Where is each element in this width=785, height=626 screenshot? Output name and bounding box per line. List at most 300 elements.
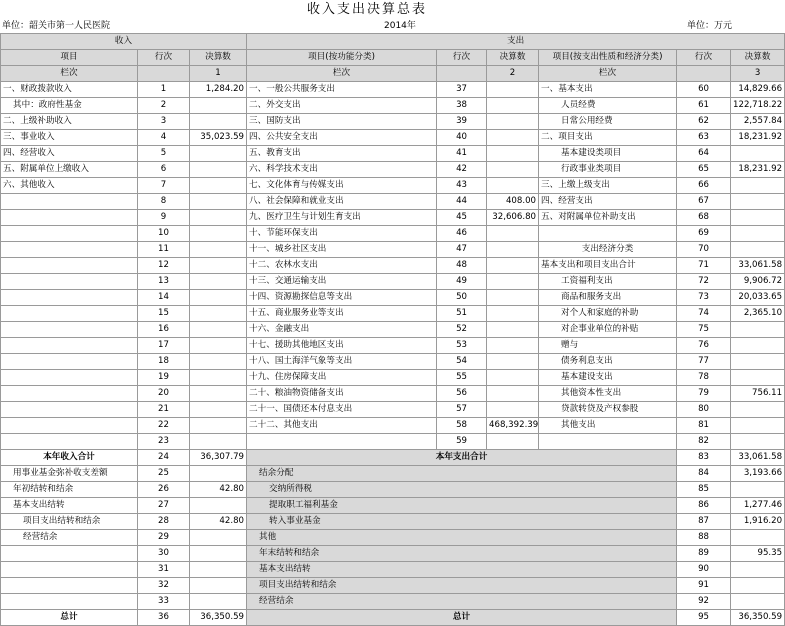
- table-cell: [731, 562, 785, 578]
- table-row: [1, 418, 785, 434]
- table-cell: 57: [437, 402, 487, 418]
- table-cell: 年末结转和结余: [247, 546, 677, 562]
- year-label: 2014年: [384, 21, 416, 31]
- table-cell: [731, 338, 785, 354]
- table-cell: 756.11: [731, 386, 785, 402]
- table-cell: [190, 322, 247, 338]
- table-cell: [487, 146, 539, 162]
- table-row: [1, 370, 785, 386]
- table-row: [1, 194, 785, 210]
- table-cell: [731, 578, 785, 594]
- table-cell: [1, 306, 138, 322]
- table-cell: [190, 162, 247, 178]
- table-cell: 赠与: [539, 338, 677, 354]
- table-cell: 3,193.66: [731, 466, 785, 482]
- header-row-2: [1, 50, 785, 66]
- table-cell: 六、其他收入: [1, 178, 138, 194]
- table-cell: [487, 434, 539, 450]
- table-cell: 20,033.65: [731, 290, 785, 306]
- table-cell: 68: [677, 210, 731, 226]
- unit-label: 单位：韶关市第一人民医院: [2, 21, 111, 31]
- table-cell: 92: [677, 594, 731, 610]
- table-cell: 10: [138, 226, 190, 242]
- page-title: 收入支出决算总表: [306, 2, 427, 17]
- table-cell: 16: [138, 322, 190, 338]
- table-cell: [539, 434, 677, 450]
- table-cell: 59: [437, 434, 487, 450]
- row-no-header: 行次: [677, 50, 731, 66]
- table-cell: 42.80: [190, 482, 247, 498]
- table-cell: 76: [677, 338, 731, 354]
- table-cell: 1,284.20: [190, 82, 247, 98]
- table-cell: [487, 354, 539, 370]
- table-cell: 36: [138, 610, 190, 626]
- table-cell: 五、附属单位上缴收入: [1, 162, 138, 178]
- table-cell: 64: [677, 146, 731, 162]
- row-no-header: 行次: [138, 50, 190, 66]
- table-cell: 五、教育支出: [247, 146, 437, 162]
- table-row: [1, 210, 785, 226]
- table-cell: [1, 402, 138, 418]
- table-cell: 一、一般公共服务支出: [247, 82, 437, 98]
- col-number: 3: [731, 66, 785, 82]
- table-cell: 47: [437, 242, 487, 258]
- table-cell: [731, 210, 785, 226]
- table-cell: [487, 226, 539, 242]
- table-cell: 87: [677, 514, 731, 530]
- table-cell: [731, 242, 785, 258]
- table-cell: 90: [677, 562, 731, 578]
- table-cell: 二十、粮油物资储备支出: [247, 386, 437, 402]
- table-cell: [1, 546, 138, 562]
- header-row-1: [1, 34, 785, 50]
- table-cell: 11: [138, 242, 190, 258]
- table-cell: 72: [677, 274, 731, 290]
- table-cell: [1, 338, 138, 354]
- table-cell: 行政事业类项目: [539, 162, 677, 178]
- table-row: [1, 578, 785, 594]
- table-row: [1, 482, 785, 498]
- table-cell: 71: [677, 258, 731, 274]
- table-cell: [190, 290, 247, 306]
- table-cell: 77: [677, 354, 731, 370]
- table-cell: 17: [138, 338, 190, 354]
- table-cell: 41: [437, 146, 487, 162]
- table-cell: [1, 418, 138, 434]
- table-cell: 21: [138, 402, 190, 418]
- table-row: [1, 386, 785, 402]
- table-cell: 五、对附属单位补助支出: [539, 210, 677, 226]
- table-cell: [190, 466, 247, 482]
- table-cell: 四、经营收入: [1, 146, 138, 162]
- income-header: 收入: [1, 34, 247, 50]
- table-cell: 61: [677, 98, 731, 114]
- table-row: [1, 146, 785, 162]
- table-cell: 年初结转和结余: [1, 482, 138, 498]
- table-cell: 5: [138, 146, 190, 162]
- table-cell: [190, 114, 247, 130]
- table-cell: 十一、城乡社区支出: [247, 242, 437, 258]
- table-cell: [487, 370, 539, 386]
- table-cell: 1: [138, 82, 190, 98]
- table-cell: [1, 226, 138, 242]
- col-label-blank: [437, 66, 487, 82]
- table-cell: 468,392.39: [487, 418, 539, 434]
- table-cell: [190, 242, 247, 258]
- table-cell: 62: [677, 114, 731, 130]
- table-cell: [190, 226, 247, 242]
- table-cell: [190, 370, 247, 386]
- table-cell: [1, 242, 138, 258]
- table-cell: 63: [677, 130, 731, 146]
- table-cell: 88: [677, 530, 731, 546]
- table-cell: 十八、国土海洋气象等支出: [247, 354, 437, 370]
- table-cell: 9: [138, 210, 190, 226]
- table-cell: 二、上级补助收入: [1, 114, 138, 130]
- table-row: [1, 114, 785, 130]
- table-cell: 用事业基金弥补收支差额: [1, 466, 138, 482]
- table-cell: [190, 418, 247, 434]
- table-cell: [190, 98, 247, 114]
- table-cell: [731, 322, 785, 338]
- table-cell: 18,231.92: [731, 162, 785, 178]
- table-cell: [190, 386, 247, 402]
- table-row: [1, 610, 785, 626]
- col-number: 1: [190, 66, 247, 82]
- table-cell: [487, 322, 539, 338]
- table-row: [1, 82, 785, 98]
- table-cell: 83: [677, 450, 731, 466]
- table-cell: [731, 194, 785, 210]
- table-cell: [190, 210, 247, 226]
- table-cell: 73: [677, 290, 731, 306]
- table-cell: 7: [138, 178, 190, 194]
- table-cell: 48: [437, 258, 487, 274]
- table-cell: 债务利息支出: [539, 354, 677, 370]
- table-row: [1, 530, 785, 546]
- table-cell: 经营结余: [247, 594, 677, 610]
- table-row: [1, 98, 785, 114]
- table-row: [1, 306, 785, 322]
- table-cell: 49: [437, 274, 487, 290]
- header-row-3: [1, 66, 785, 82]
- table-cell: [487, 386, 539, 402]
- table-cell: 40: [437, 130, 487, 146]
- table-cell: 其中：政府性基金: [1, 98, 138, 114]
- table-row: [1, 562, 785, 578]
- table-cell: 74: [677, 306, 731, 322]
- table-cell: 36,307.79: [190, 450, 247, 466]
- table-cell: 408.00: [487, 194, 539, 210]
- table-row: [1, 498, 785, 514]
- table-cell: 转入事业基金: [247, 514, 677, 530]
- table-cell: 84: [677, 466, 731, 482]
- table-cell: [190, 338, 247, 354]
- table-cell: 91: [677, 578, 731, 594]
- table-cell: 本年收入合计: [1, 450, 138, 466]
- table-cell: 四、公共安全支出: [247, 130, 437, 146]
- table-cell: 33,061.58: [731, 258, 785, 274]
- table-cell: 十六、金融支出: [247, 322, 437, 338]
- table-cell: 24: [138, 450, 190, 466]
- table-cell: 89: [677, 546, 731, 562]
- table-cell: 十九、住房保障支出: [247, 370, 437, 386]
- table-cell: 42: [437, 162, 487, 178]
- table-cell: 六、科学技术支出: [247, 162, 437, 178]
- table-cell: [1, 322, 138, 338]
- table-row: [1, 242, 785, 258]
- table-cell: [731, 418, 785, 434]
- table-cell: [731, 482, 785, 498]
- table-row: [1, 402, 785, 418]
- table-cell: [190, 594, 247, 610]
- table-cell: 53: [437, 338, 487, 354]
- table-cell: 十三、交通运输支出: [247, 274, 437, 290]
- table-cell: 79: [677, 386, 731, 402]
- table-row: [1, 434, 785, 450]
- table-cell: 四、经营支出: [539, 194, 677, 210]
- table-cell: 14,829.66: [731, 82, 785, 98]
- table-cell: [1, 354, 138, 370]
- table-cell: 95.35: [731, 546, 785, 562]
- table-cell: [487, 178, 539, 194]
- table-cell: 贷款转贷及产权参股: [539, 402, 677, 418]
- table-cell: [1, 194, 138, 210]
- table-cell: 65: [677, 162, 731, 178]
- amount-header: 决算数: [731, 50, 785, 66]
- func-item-header: 项目(按功能分类): [247, 50, 437, 66]
- table-cell: [190, 194, 247, 210]
- table-cell: [1, 562, 138, 578]
- table-cell: 51: [437, 306, 487, 322]
- table-cell: 33: [138, 594, 190, 610]
- table-cell: 85: [677, 482, 731, 498]
- table-cell: 75: [677, 322, 731, 338]
- table-cell: 50: [437, 290, 487, 306]
- table-cell: 三、上缴上级支出: [539, 178, 677, 194]
- table-cell: 58: [437, 418, 487, 434]
- table-cell: [487, 82, 539, 98]
- table-cell: 31: [138, 562, 190, 578]
- table-cell: 二十一、国债还本付息支出: [247, 402, 437, 418]
- table-cell: [487, 338, 539, 354]
- table-cell: [731, 530, 785, 546]
- table-row: [1, 178, 785, 194]
- table-cell: 8: [138, 194, 190, 210]
- table-cell: 56: [437, 386, 487, 402]
- table-cell: [190, 178, 247, 194]
- table-cell: [190, 546, 247, 562]
- table-cell: 9,906.72: [731, 274, 785, 290]
- table-cell: 基本建设类项目: [539, 146, 677, 162]
- table-cell: 提取职工福利基金: [247, 498, 677, 514]
- table-cell: [190, 578, 247, 594]
- table-cell: [1, 386, 138, 402]
- table-cell: [731, 354, 785, 370]
- table-cell: 46: [437, 226, 487, 242]
- table-cell: [487, 114, 539, 130]
- table-row: [1, 466, 785, 482]
- table-cell: 86: [677, 498, 731, 514]
- table-cell: 结余分配: [247, 466, 677, 482]
- money-unit-label: 单位：万元: [686, 21, 732, 31]
- table-cell: 67: [677, 194, 731, 210]
- col-label-blank: [677, 66, 731, 82]
- table-row: [1, 130, 785, 146]
- table-row: [1, 322, 785, 338]
- table-cell: 20: [138, 386, 190, 402]
- table-cell: [190, 274, 247, 290]
- table-cell: 本年支出合计: [247, 450, 677, 466]
- table-cell: [1, 434, 138, 450]
- table-cell: [190, 258, 247, 274]
- table-cell: 15: [138, 306, 190, 322]
- table-cell: 45: [437, 210, 487, 226]
- table-cell: [1, 594, 138, 610]
- table-row: [1, 354, 785, 370]
- table-cell: 三、事业收入: [1, 130, 138, 146]
- table-cell: 27: [138, 498, 190, 514]
- table-cell: [731, 178, 785, 194]
- table-cell: 29: [138, 530, 190, 546]
- table-cell: [190, 146, 247, 162]
- col-label: 栏次: [539, 66, 677, 82]
- table-cell: 日常公用经费: [539, 114, 677, 130]
- table-cell: 基本支出结转: [247, 562, 677, 578]
- table-cell: 2: [138, 98, 190, 114]
- table-cell: 1,916.20: [731, 514, 785, 530]
- table-cell: 38: [437, 98, 487, 114]
- table-cell: 十四、资源勘探信息等支出: [247, 290, 437, 306]
- table-cell: 12: [138, 258, 190, 274]
- table-row: [1, 514, 785, 530]
- table-cell: 4: [138, 130, 190, 146]
- summary-table: [0, 33, 785, 626]
- table-cell: [190, 562, 247, 578]
- table-row: [1, 258, 785, 274]
- table-cell: 十七、援助其他地区支出: [247, 338, 437, 354]
- table-cell: [1, 370, 138, 386]
- table-cell: 基本支出和项目支出合计: [539, 258, 677, 274]
- table-cell: 19: [138, 370, 190, 386]
- table-cell: 18: [138, 354, 190, 370]
- table-cell: 工资福利支出: [539, 274, 677, 290]
- table-cell: 对企事业单位的补贴: [539, 322, 677, 338]
- table-cell: 支出经济分类: [539, 242, 677, 258]
- table-cell: 80: [677, 402, 731, 418]
- table-cell: 37: [437, 82, 487, 98]
- amount-header: 决算数: [190, 50, 247, 66]
- table-cell: [190, 434, 247, 450]
- table-cell: 18,231.92: [731, 130, 785, 146]
- table-cell: [487, 162, 539, 178]
- table-cell: 122,718.22: [731, 98, 785, 114]
- table-cell: 43: [437, 178, 487, 194]
- table-cell: 81: [677, 418, 731, 434]
- expense-header: 支出: [247, 34, 785, 50]
- header-line: [0, 19, 734, 33]
- table-row: [1, 450, 785, 466]
- table-cell: [190, 306, 247, 322]
- table-cell: 60: [677, 82, 731, 98]
- table-cell: 经营结余: [1, 530, 138, 546]
- table-cell: 基本支出结转: [1, 498, 138, 514]
- table-cell: [487, 242, 539, 258]
- table-cell: 52: [437, 322, 487, 338]
- table-row: [1, 290, 785, 306]
- table-cell: 其他: [247, 530, 677, 546]
- table-cell: [1, 210, 138, 226]
- table-cell: [731, 370, 785, 386]
- table-cell: [731, 226, 785, 242]
- table-row: [1, 546, 785, 562]
- table-cell: 1,277.46: [731, 498, 785, 514]
- table-cell: 22: [138, 418, 190, 434]
- table-cell: 2,365.10: [731, 306, 785, 322]
- table-cell: 55: [437, 370, 487, 386]
- table-cell: 2,557.84: [731, 114, 785, 130]
- table-cell: [487, 274, 539, 290]
- table-cell: [190, 530, 247, 546]
- table-cell: 人员经费: [539, 98, 677, 114]
- table-cell: 66: [677, 178, 731, 194]
- table-cell: 69: [677, 226, 731, 242]
- col-label-blank: [138, 66, 190, 82]
- table-cell: 95: [677, 610, 731, 626]
- table-cell: 36,350.59: [731, 610, 785, 626]
- table-cell: 36,350.59: [190, 610, 247, 626]
- table-cell: [731, 402, 785, 418]
- table-cell: 二、外交支出: [247, 98, 437, 114]
- col-label: 栏次: [1, 66, 138, 82]
- table-cell: 23: [138, 434, 190, 450]
- table-cell: 七、文化体育与传媒支出: [247, 178, 437, 194]
- table-cell: 28: [138, 514, 190, 530]
- table-cell: 35,023.59: [190, 130, 247, 146]
- table-cell: 八、社会保障和就业支出: [247, 194, 437, 210]
- table-cell: 十五、商业服务业等支出: [247, 306, 437, 322]
- table-cell: 一、财政拨款收入: [1, 82, 138, 98]
- table-cell: 二十二、其他支出: [247, 418, 437, 434]
- table-cell: [190, 498, 247, 514]
- table-cell: 其他支出: [539, 418, 677, 434]
- table-cell: [487, 130, 539, 146]
- table-cell: 九、医疗卫生与计划生育支出: [247, 210, 437, 226]
- table-cell: 3: [138, 114, 190, 130]
- table-cell: 26: [138, 482, 190, 498]
- table-cell: 42.80: [190, 514, 247, 530]
- table-cell: 30: [138, 546, 190, 562]
- table-cell: 总计: [247, 610, 677, 626]
- table-cell: 一、基本支出: [539, 82, 677, 98]
- table-cell: 十、节能环保支出: [247, 226, 437, 242]
- table-cell: [487, 98, 539, 114]
- table-cell: [1, 290, 138, 306]
- table-cell: 33,061.58: [731, 450, 785, 466]
- table-cell: 交纳所得税: [247, 482, 677, 498]
- table-row: [1, 162, 785, 178]
- table-row: [1, 226, 785, 242]
- table-cell: [247, 434, 437, 450]
- table-cell: [539, 226, 677, 242]
- table-cell: 44: [437, 194, 487, 210]
- table-cell: 项目支出结转和结余: [247, 578, 677, 594]
- table-cell: 14: [138, 290, 190, 306]
- table-cell: 78: [677, 370, 731, 386]
- table-cell: [731, 434, 785, 450]
- col-label: 栏次: [247, 66, 437, 82]
- table-cell: 二、项目支出: [539, 130, 677, 146]
